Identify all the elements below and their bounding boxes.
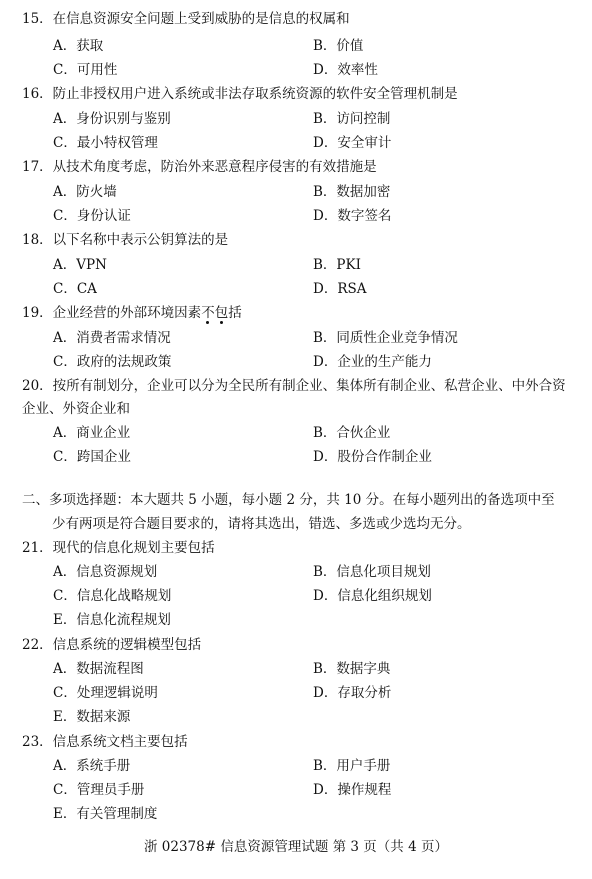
question-20-stem-text: 20．按所有制划分，企业可以分为全民所有制企业、集体所有制企业、私营企业、中外合资企业、外资企业和 [22, 378, 566, 417]
question-22-stem: 22．信息系统的逻辑模型包括 [22, 637, 202, 653]
question-23-option-a: A．系统手册 [53, 758, 131, 774]
section-2-line-1: 二、多项选择题：本大题共 5 小题，每小题 2 分，共 10 分。在每小题列出的备选项中至 [22, 492, 555, 508]
question-17-option-b: B．数据加密 [313, 184, 391, 200]
question-16-option-d: D．安全审计 [313, 135, 392, 151]
question-19-stem [22, 302, 577, 325]
question-16-option-a: A．身份识别与鉴别 [53, 111, 171, 127]
question-22-option-d: D．存取分析 [313, 685, 392, 701]
question-21-option-b: B．信息化项目规划 [313, 564, 431, 580]
question-23-option-b: B．用户手册 [313, 758, 391, 774]
question-15-option-c: C．可用性 [53, 62, 118, 78]
question-16-stem: 16．防止非授权用户进入系统或非法存取系统资源的软件安全管理机制是 [22, 86, 458, 102]
question-19-stem-post: 括 [228, 305, 242, 321]
question-20-option-d: D．股份合作制企业 [313, 449, 432, 465]
question-20-option-c: C．跨国企业 [53, 449, 131, 465]
question-19-option-c: C．政府的法规政策 [53, 354, 172, 370]
question-15-option-a: A．获取 [53, 38, 104, 54]
question-19-option-b: B．同质性企业竞争情况 [313, 330, 458, 346]
emphasis-dot-char: 包 [214, 305, 229, 321]
question-18-option-d: D．RSA [313, 281, 367, 297]
question-23-option-e: E．有关管理制度 [53, 806, 158, 822]
question-21-stem: 21．现代的信息化规划主要包括 [22, 540, 215, 556]
section-2-line-2: 少有两项是符合题目要求的，请将其选出，错选、多选或少选均无分。 [52, 516, 471, 532]
question-19-stem-pre: 19．企业经营的外部环境因素 [22, 305, 202, 321]
question-21-option-d: D．信息化组织规划 [313, 588, 432, 604]
question-18-option-b: B．PKI [313, 257, 361, 273]
question-15-stem: 15．在信息资源安全问题上受到威胁的是信息的权属和 [22, 11, 350, 27]
emphasis-dot-char: 不 [201, 305, 215, 321]
question-23-option-d: D．操作规程 [313, 782, 392, 798]
question-22-option-b: B．数据字典 [313, 661, 391, 677]
question-19-option-a: A．消费者需求情况 [53, 330, 171, 346]
question-15-option-d: D．效率性 [313, 62, 378, 78]
section-2-instructions [22, 488, 582, 536]
question-20-option-b: B．合伙企业 [313, 425, 391, 441]
question-23-stem: 23．信息系统文档主要包括 [22, 734, 188, 750]
question-19-option-d: D．企业的生产能力 [313, 354, 432, 370]
question-22-option-c: C．处理逻辑说明 [53, 685, 158, 701]
question-18-option-c: C．CA [53, 281, 97, 297]
question-16-option-b: B．访问控制 [313, 111, 391, 127]
question-17-option-a: A．防火墙 [53, 184, 117, 200]
question-18-stem: 18．以下名称中表示公钥算法的是 [22, 232, 229, 248]
page-footer: 浙 02378# 信息资源管理试题 第 3 页（共 4 页） [144, 839, 448, 855]
question-15-option-b: B．价值 [313, 38, 364, 54]
question-17-option-d: D．数字签名 [313, 208, 392, 224]
question-21-option-e: E．信息化流程规划 [53, 612, 171, 628]
question-22-option-e: E．数据来源 [53, 709, 131, 725]
question-21-option-a: A．信息资源规划 [53, 564, 158, 580]
question-20-option-a: A．商业企业 [53, 425, 131, 441]
question-21-option-c: C．信息化战略规划 [53, 588, 172, 604]
question-22-option-a: A．数据流程图 [53, 661, 144, 677]
question-16-option-c: C．最小特权管理 [53, 135, 158, 151]
question-17-option-c: C．身份认证 [53, 208, 131, 224]
question-20-stem [22, 375, 582, 421]
question-18-option-a: A．VPN [53, 257, 107, 273]
question-23-option-c: C．管理员手册 [53, 782, 145, 798]
question-17-stem: 17．从技术角度考虑，防治外来恶意程序侵害的有效措施是 [22, 159, 377, 175]
